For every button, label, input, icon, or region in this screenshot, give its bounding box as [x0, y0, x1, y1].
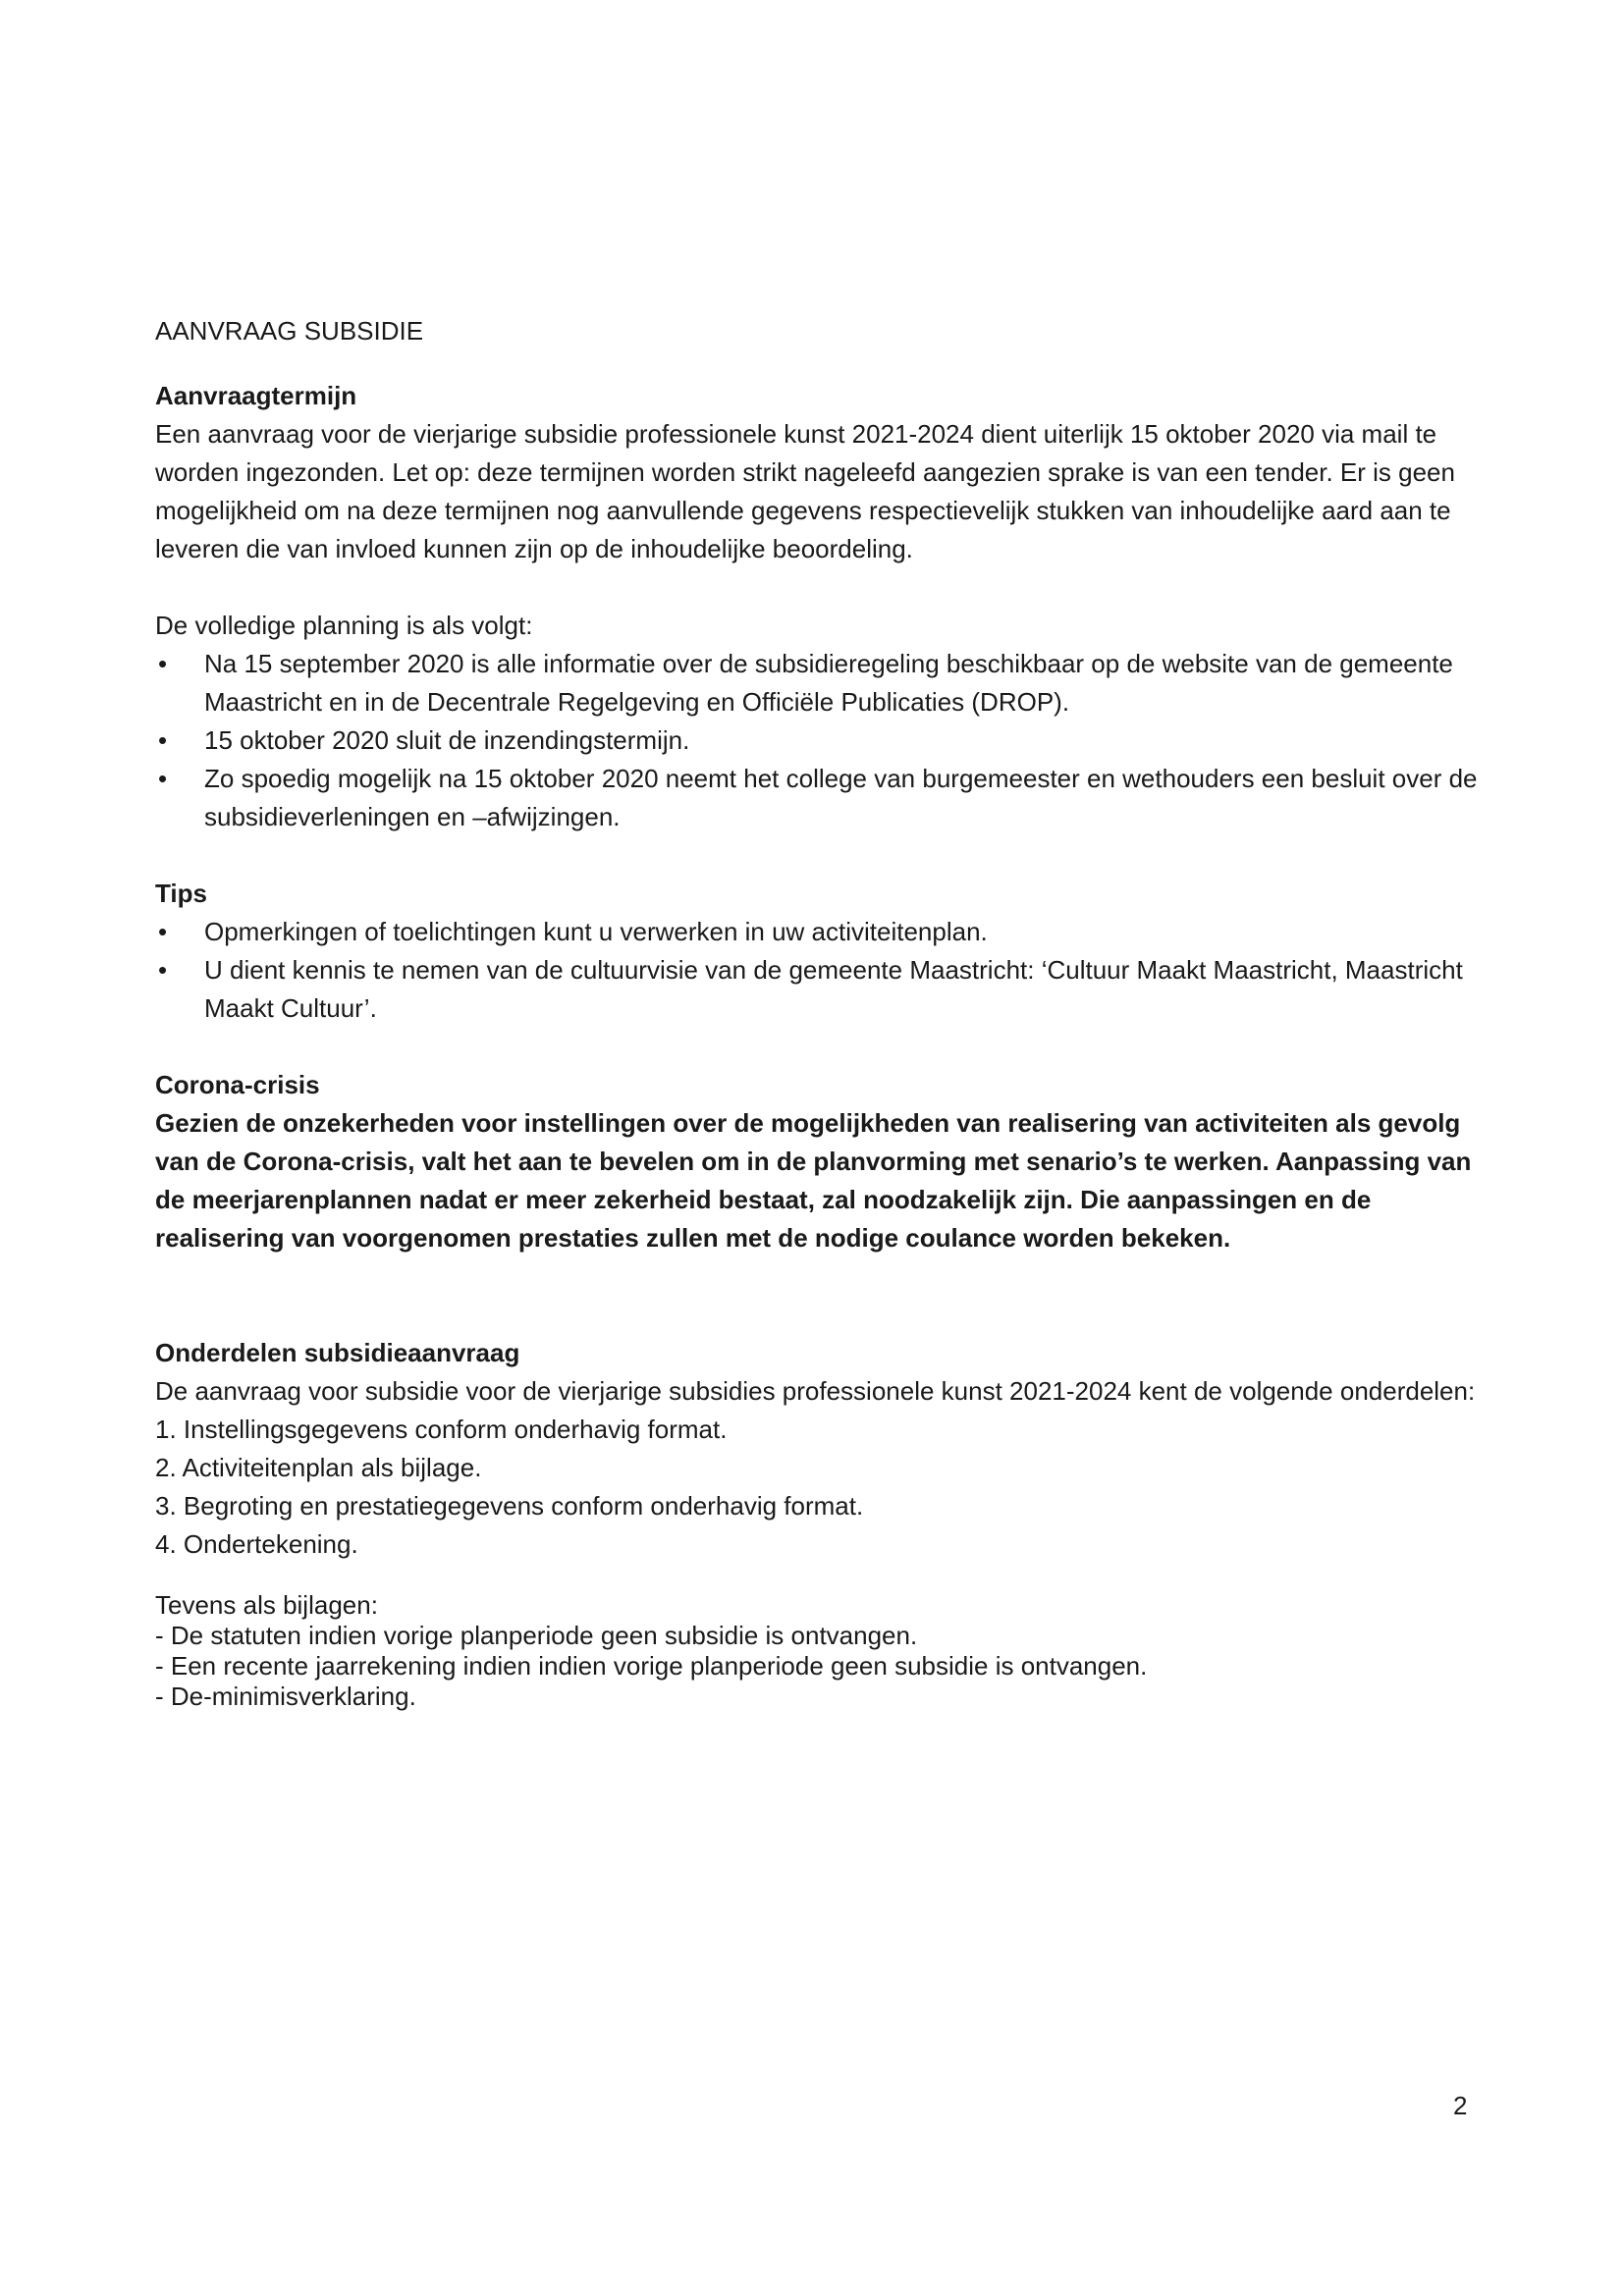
bijlagen-list: [155, 1621, 1490, 1712]
list-item: [155, 951, 1490, 1028]
list-item: - De-minimisverklaring.: [155, 1682, 416, 1711]
list-item-text: U dient kennis te nemen van de cultuurvisie van de gemeente Maastricht: ‘Cultuur Maakt Maastricht, Maastricht Maakt Cultuur’.: [204, 955, 1463, 1023]
list-item: - Een recente jaarrekening indien indien vorige planperiode geen subsidie is ontvangen.: [155, 1651, 1148, 1681]
section-heading-corona-crisis: Corona-crisis: [155, 1070, 320, 1099]
section-heading-tips: Tips: [155, 879, 207, 908]
bijlagen-intro: Tevens als bijlagen:: [155, 1590, 378, 1620]
bullet-icon: •: [158, 725, 168, 755]
bullet-icon: •: [158, 917, 168, 946]
list-item-text: Opmerkingen of toelichtingen kunt u verwerken in uw activiteitenplan.: [204, 917, 988, 946]
bullet-icon: •: [158, 649, 168, 678]
list-item: [155, 760, 1490, 836]
list-item: [155, 913, 1490, 951]
tips-list: [155, 913, 1490, 1028]
document-page: [155, 312, 1490, 1712]
list-item: [155, 721, 1490, 760]
planning-intro: De volledige planning is als volgt:: [155, 611, 533, 640]
bullet-icon: •: [158, 764, 168, 793]
list-item: [155, 645, 1490, 721]
section-heading-aanvraagtermijn: Aanvraagtermijn: [155, 381, 357, 410]
list-item-text: 15 oktober 2020 sluit de inzendingstermijn.: [204, 725, 690, 755]
list-item: 1. Instellingsgegevens conform onderhavig format.: [155, 1415, 728, 1444]
list-item: 2. Activiteitenplan als bijlage.: [155, 1453, 482, 1482]
list-item: - De statuten indien vorige planperiode geen subsidie is ontvangen.: [155, 1621, 918, 1650]
section-heading-onderdelen: Onderdelen subsidieaanvraag: [155, 1338, 520, 1367]
list-item: 4. Ondertekening.: [155, 1529, 358, 1559]
aanvraagtermijn-paragraph: Een aanvraag voor de vierjarige subsidie professionele kunst 2021-2024 dient uiterlijk 15 oktober 2020 via mail te worden ingezonden. Let op: deze termijnen worden strikt nageleefd aangezien sprake is van een tender. Er is geen mogelijkheid om na deze termijnen nog aanvullende gegevens respectievelijk stukken van inhoudelijke aard aan te leveren die van invloed kunnen zijn op de inhoudelijke beoordeling.: [155, 419, 1455, 563]
page-number: 2: [1453, 2091, 1468, 2120]
onderdelen-list: [155, 1411, 1490, 1564]
bullet-icon: •: [158, 955, 168, 985]
document-title: AANVRAAG SUBSIDIE: [155, 316, 424, 346]
planning-list: [155, 645, 1490, 836]
list-item: 3. Begroting en prestatiegegevens conform onderhavig format.: [155, 1491, 864, 1521]
list-item-text: Na 15 september 2020 is alle informatie over de subsidieregeling beschikbaar op de website van de gemeente Maastricht en in de Decentrale Regelgeving en Officiële Publicaties (DROP).: [204, 649, 1453, 717]
corona-paragraph: Gezien de onzekerheden voor instellingen over de mogelijkheden van realisering van activiteiten als gevolg van de Corona-crisis, valt het aan te bevelen om in de planvorming met senario’s te werken. Aanpassing van de meerjarenplannen nadat er meer zekerheid bestaat, zal noodzakelijk zijn. Die aanpassingen en de realisering van voorgenomen prestaties zullen met de nodige coulance worden bekeken.: [155, 1108, 1472, 1253]
list-item-text: Zo spoedig mogelijk na 15 oktober 2020 neemt het college van burgemeester en wethouders een besluit over de subsidieverleningen en –afwijzingen.: [204, 764, 1478, 831]
onderdelen-intro: De aanvraag voor subsidie voor de vierjarige subsidies professionele kunst 2021-2024 kent de volgende onderdelen:: [155, 1376, 1476, 1406]
